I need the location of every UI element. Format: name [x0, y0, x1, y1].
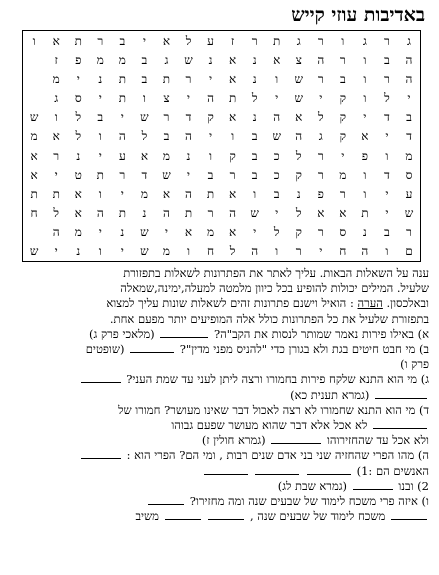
grid-letter[interactable]: ו: [54, 110, 58, 125]
question-text: 2) ובנו: [398, 478, 429, 493]
grid-letter[interactable]: מ: [162, 244, 171, 259]
grid-letter[interactable]: ח: [207, 244, 215, 259]
question-text: ד) מי הוא התנא שחמורו לא רצה לאכול דבר שאינו מעושר?: [164, 402, 429, 417]
grid-letter[interactable]: א: [140, 148, 149, 163]
grid-letter[interactable]: א: [52, 33, 60, 48]
grid-letter[interactable]: מ: [405, 148, 413, 163]
grid-letter[interactable]: ו: [363, 71, 367, 86]
grid-letter[interactable]: י: [186, 91, 191, 106]
grid-letter[interactable]: ו: [385, 244, 389, 259]
grid-letter[interactable]: ב: [141, 71, 148, 86]
grid-letter[interactable]: י: [385, 205, 389, 220]
answer-blank[interactable]: [81, 448, 121, 459]
grid-letter[interactable]: נ: [296, 186, 301, 201]
grid-row: [23, 146, 420, 165]
grid-letter[interactable]: ל: [53, 205, 60, 220]
grid-letter[interactable]: י: [54, 244, 58, 259]
grid-letter[interactable]: א: [273, 52, 281, 67]
grid-row: [23, 203, 420, 222]
grid-letter[interactable]: י: [208, 129, 213, 144]
grid-letter[interactable]: א: [74, 205, 82, 220]
grid-letter[interactable]: ג: [362, 33, 367, 48]
grid-letter[interactable]: ר: [229, 167, 236, 182]
grid-letter[interactable]: ו: [253, 186, 257, 201]
grid-letter[interactable]: א: [361, 129, 369, 144]
question-text: לא אכל אלא דבר שהוא מעושר שפעם גבוהו: [171, 418, 368, 433]
worksheet-text: [14, 266, 429, 524]
grid-letter[interactable]: פ: [75, 52, 82, 67]
grid-letter[interactable]: נ: [208, 52, 213, 67]
grid-letter[interactable]: ל: [295, 148, 302, 163]
grid-letter[interactable]: ק: [295, 225, 302, 240]
grid-letter[interactable]: מ: [140, 186, 148, 201]
grid-letter[interactable]: א: [229, 110, 237, 125]
grid-letter[interactable]: ר: [295, 244, 302, 259]
grid-letter[interactable]: י: [385, 186, 389, 201]
grid-letter[interactable]: א: [229, 52, 237, 67]
grid-letter[interactable]: ש: [29, 110, 39, 125]
grid-letter[interactable]: ר: [163, 110, 170, 125]
grid-letter[interactable]: ר: [97, 33, 104, 48]
grid-letter[interactable]: ב: [119, 33, 126, 48]
question-text: חמורו של: [118, 402, 161, 417]
grid-letter[interactable]: ד: [406, 129, 412, 144]
answer-blank[interactable]: [307, 464, 351, 475]
grid-letter[interactable]: ו: [142, 91, 146, 106]
grid-letter[interactable]: ת: [74, 33, 82, 48]
grid-letter[interactable]: ג: [318, 129, 323, 144]
grid-letter[interactable]: ב: [141, 52, 148, 67]
grid-letter[interactable]: ד: [384, 167, 390, 182]
grid-letter[interactable]: י: [120, 244, 124, 259]
instructions-line: שלעיל. המילים יכולות להופיע בכל כיוון מלמטה למעלה,ימינה,שמאלה: [120, 281, 429, 296]
grid-letter[interactable]: ה: [52, 225, 60, 240]
instructions-line: : הואיל וישנם פתרונות זהים לשאלות שונות עליך למצוא: [106, 296, 358, 311]
grid-letter[interactable]: ת: [361, 205, 369, 220]
grid-letter[interactable]: ב: [251, 148, 258, 163]
grid-letter[interactable]: ל: [75, 129, 82, 144]
grid-letter[interactable]: כ: [273, 167, 280, 182]
grid-letter[interactable]: ח: [30, 205, 38, 220]
grid-letter[interactable]: י: [407, 91, 411, 106]
grid-letter[interactable]: ז: [230, 33, 235, 48]
grid-letter[interactable]: ת: [118, 71, 127, 86]
source-ref: (גמרא שבת לג): [277, 478, 348, 493]
grid-letter[interactable]: ה: [295, 129, 303, 144]
grid-letter[interactable]: ה: [361, 244, 369, 259]
grid-letter[interactable]: ר: [251, 33, 258, 48]
grid-row: [23, 184, 420, 203]
question-text: ולא אכל עד שהחזירוהו: [326, 433, 429, 448]
grid-letter[interactable]: י: [142, 33, 146, 48]
grid-letter[interactable]: ב: [207, 167, 214, 182]
grid-letter[interactable]: צ: [295, 52, 302, 67]
grid-letter[interactable]: ר: [53, 148, 60, 163]
grid-letter[interactable]: ח: [339, 244, 347, 259]
grid-letter[interactable]: ר: [119, 167, 126, 182]
grid-letter[interactable]: פ: [361, 148, 369, 163]
grid-letter[interactable]: ת: [118, 205, 127, 220]
answer-blank[interactable]: [391, 509, 427, 520]
grid-letter[interactable]: ד: [141, 167, 148, 182]
grid-letter[interactable]: ט: [74, 167, 82, 182]
answer-blank[interactable]: [130, 342, 174, 353]
grid-letter[interactable]: א: [229, 225, 237, 240]
grid-letter[interactable]: נ: [186, 148, 191, 163]
answer-blank[interactable]: [204, 464, 248, 475]
answer-blank[interactable]: [81, 372, 121, 383]
instructions-line: ובאלכסון.: [382, 296, 429, 311]
grid-letter[interactable]: ר: [317, 225, 324, 240]
grid-row: [23, 31, 420, 50]
grid-letter[interactable]: י: [385, 129, 389, 144]
source-ref: (שופטים: [85, 342, 125, 357]
grid-row: [23, 50, 420, 69]
question-text: ב) מי חבט חיטים בגת ולא בגורן כדי "להניס מפני מדין"?: [179, 342, 429, 357]
grid-letter[interactable]: א: [339, 205, 347, 220]
page-title: באדיבות עוזי קייש: [291, 4, 425, 26]
grid-letter[interactable]: ר: [317, 33, 324, 48]
grid-letter[interactable]: ה: [185, 129, 192, 144]
grid-letter[interactable]: ל: [273, 225, 280, 240]
grid-letter[interactable]: ת: [228, 91, 237, 106]
grid-letter[interactable]: ש: [294, 71, 303, 86]
grid-letter[interactable]: ש: [404, 205, 414, 220]
grid-letter[interactable]: ו: [98, 186, 102, 201]
grid-letter[interactable]: ר: [383, 71, 390, 86]
question-text: ו) איזה פרי משכח לימוד של שבעים שנה ומה מחזירו?: [189, 494, 429, 509]
grid-letter[interactable]: נ: [98, 71, 103, 86]
question-a: [14, 327, 429, 342]
grid-letter[interactable]: ג: [164, 52, 169, 67]
grid-letter[interactable]: ש: [140, 110, 149, 125]
grid-letter[interactable]: ק: [295, 167, 302, 182]
grid-letter[interactable]: ו: [275, 244, 279, 259]
grid-letter[interactable]: ש: [294, 91, 303, 106]
grid-letter[interactable]: ל: [141, 129, 148, 144]
grid-letter[interactable]: י: [275, 205, 279, 220]
grid-letter[interactable]: ב: [339, 71, 346, 86]
grid-letter[interactable]: ה: [163, 205, 170, 220]
grid-letter[interactable]: י: [363, 110, 367, 125]
grid-letter[interactable]: ס: [74, 91, 82, 106]
grid-letter[interactable]: ה: [317, 52, 325, 67]
answer-blank[interactable]: [148, 494, 184, 505]
grid-letter[interactable]: מ: [96, 52, 104, 67]
grid-letter[interactable]: י: [120, 110, 124, 125]
grid-letter[interactable]: א: [229, 71, 237, 86]
grid-letter[interactable]: ק: [339, 91, 347, 106]
grid-letter[interactable]: ג: [54, 91, 59, 106]
grid-letter[interactable]: ו: [98, 129, 102, 144]
grid-letter[interactable]: מ: [339, 167, 347, 182]
grid-letter[interactable]: ר: [383, 33, 390, 48]
grid-letter[interactable]: ו: [363, 167, 367, 182]
grid-letter[interactable]: א: [295, 110, 303, 125]
question-text: האנשים הם :1): [356, 463, 429, 478]
grid-letter[interactable]: ג: [296, 33, 301, 48]
grid-letter[interactable]: ו: [341, 33, 345, 48]
grid-letter[interactable]: ס: [339, 225, 347, 240]
source-ref: פרק ו): [400, 357, 429, 372]
grid-letter[interactable]: ה: [229, 205, 237, 220]
grid-letter[interactable]: ר: [185, 71, 192, 86]
grid-letter[interactable]: מ: [30, 129, 38, 144]
grid-letter[interactable]: ש: [140, 225, 149, 240]
grid-letter[interactable]: ל: [384, 91, 390, 106]
grid-letter[interactable]: י: [275, 91, 279, 106]
grid-letter[interactable]: ה: [405, 71, 413, 86]
grid-letter[interactable]: ב: [384, 225, 390, 240]
grid-letter[interactable]: א: [30, 167, 38, 182]
grid-row: [23, 69, 420, 88]
answer-blank[interactable]: [165, 509, 201, 520]
grid-letter[interactable]: ל: [185, 33, 192, 48]
grid-letter[interactable]: ק: [229, 148, 236, 163]
question-text: ה) מהו הפרי שהחזיה שני בני אדם שנים רבות , ומי הם?: [179, 448, 429, 463]
answer-blank[interactable]: [160, 327, 208, 338]
grid-letter[interactable]: ו: [209, 148, 213, 163]
grid-letter[interactable]: נ: [252, 110, 257, 125]
grid-letter[interactable]: ה: [405, 52, 413, 67]
grid-letter[interactable]: ו: [363, 186, 367, 201]
grid-letter[interactable]: י: [341, 148, 345, 163]
grid-letter[interactable]: ה: [251, 244, 259, 259]
grid-letter[interactable]: ב: [384, 52, 390, 67]
grid-letter[interactable]: ת: [162, 71, 171, 86]
answer-blank[interactable]: [375, 388, 427, 399]
grid-letter[interactable]: ש: [162, 167, 171, 182]
grid-letter[interactable]: ו: [363, 91, 367, 106]
grid-letter[interactable]: ש: [250, 205, 259, 220]
grid-letter[interactable]: ת: [184, 205, 193, 220]
question-d: [14, 403, 429, 449]
grid-letter[interactable]: ה: [185, 186, 192, 201]
grid-letter[interactable]: ב: [406, 110, 412, 125]
grid-letter[interactable]: ק: [339, 110, 347, 125]
question-e: [14, 448, 429, 494]
grid-letter[interactable]: י: [319, 91, 323, 106]
grid-letter[interactable]: נ: [252, 52, 257, 67]
answer-blank[interactable]: [373, 418, 427, 429]
grid-letter[interactable]: ב: [251, 129, 258, 144]
answer-blank[interactable]: [255, 464, 299, 475]
grid-letter[interactable]: י: [208, 71, 213, 86]
grid-letter[interactable]: ר: [339, 186, 346, 201]
grid-letter[interactable]: א: [317, 205, 325, 220]
word-search-grid: [22, 30, 421, 262]
grid-letter[interactable]: ת: [96, 167, 104, 182]
grid-letter[interactable]: מ: [52, 71, 60, 86]
grid-letter[interactable]: י: [164, 225, 169, 240]
grid-letter[interactable]: ת: [206, 186, 215, 201]
answer-blank[interactable]: [353, 479, 393, 490]
source-ref: (מלאכי פרק ג): [89, 326, 155, 341]
question-text: א) באילו פירות נאמר שמותר לנסות את הקב"ה?: [214, 326, 429, 341]
grid-letter[interactable]: ו: [231, 129, 235, 144]
grid-letter[interactable]: ר: [317, 71, 324, 86]
grid-letter[interactable]: ש: [140, 244, 149, 259]
grid-letter[interactable]: ה: [118, 129, 126, 144]
grid-letter[interactable]: כ: [273, 148, 280, 163]
grid-letter[interactable]: ב: [97, 110, 104, 125]
grid-letter[interactable]: ר: [406, 225, 412, 240]
grid-letter[interactable]: י: [186, 167, 191, 182]
grid-letter[interactable]: ר: [207, 205, 214, 220]
grid-letter[interactable]: ה: [96, 205, 104, 220]
grid-letter[interactable]: מ: [162, 148, 171, 163]
grid-letter[interactable]: ל: [229, 244, 236, 259]
grid-letter[interactable]: מ: [74, 225, 82, 240]
grid-letter[interactable]: ו: [32, 33, 36, 48]
grid-letter[interactable]: א: [184, 225, 193, 240]
answer-blank[interactable]: [271, 433, 321, 444]
grid-letter[interactable]: ל: [317, 110, 324, 125]
grid-letter[interactable]: נ: [252, 71, 257, 86]
question-f: [14, 494, 429, 524]
grid-letter[interactable]: א: [74, 186, 82, 201]
grid-letter[interactable]: נ: [362, 225, 367, 240]
grid-letter[interactable]: ק: [339, 129, 347, 144]
grid-letter[interactable]: ג: [406, 33, 411, 48]
grid-row: [23, 127, 420, 146]
grid-letter[interactable]: נ: [142, 205, 147, 220]
grid-letter[interactable]: ת: [52, 186, 60, 201]
question-b: [14, 342, 429, 372]
grid-letter[interactable]: ע: [207, 33, 214, 48]
grid-letter[interactable]: ת: [30, 186, 38, 201]
grid-letter[interactable]: י: [98, 91, 102, 106]
grid-letter[interactable]: ר: [317, 167, 324, 182]
grid-letter[interactable]: ש: [184, 52, 193, 67]
grid-letter[interactable]: מ: [118, 52, 126, 67]
grid-letter[interactable]: נ: [76, 244, 81, 259]
grid-letter[interactable]: ב: [273, 186, 280, 201]
grid-letter[interactable]: א: [162, 33, 171, 48]
grid-letter[interactable]: פ: [317, 186, 324, 201]
grid-row: [23, 242, 420, 261]
grid-letter[interactable]: צ: [163, 91, 170, 106]
grid-letter[interactable]: י: [76, 71, 80, 86]
grid-letter[interactable]: ו: [186, 244, 191, 259]
grid-letter[interactable]: מ: [206, 225, 215, 240]
grid-letter[interactable]: א: [229, 186, 237, 201]
grid-letter[interactable]: א: [52, 129, 60, 144]
grid-letter[interactable]: נ: [120, 225, 125, 240]
grid-letter[interactable]: א: [30, 148, 38, 163]
grid-letter[interactable]: ר: [317, 148, 324, 163]
grid-letter[interactable]: ו: [98, 244, 102, 259]
grid-letter[interactable]: י: [319, 244, 323, 259]
source-ref: (גמרא חולין ז): [201, 433, 266, 448]
grid-letter[interactable]: ה: [273, 110, 281, 125]
grid-letter[interactable]: ל: [295, 205, 302, 220]
grid-row: [23, 88, 420, 107]
grid-letter[interactable]: ת: [118, 91, 127, 106]
grid-letter[interactable]: א: [162, 186, 171, 201]
grid-letter[interactable]: ר: [339, 52, 346, 67]
grid-letter[interactable]: ע: [118, 148, 126, 163]
grid-row: [23, 108, 420, 127]
grid-letter[interactable]: ת: [273, 33, 281, 48]
grid-letter[interactable]: י: [98, 225, 102, 240]
grid-letter[interactable]: נ: [76, 148, 81, 163]
grid-letter[interactable]: ד: [185, 110, 192, 125]
instructions-line: בתפזורת שלעיל את כל הפתרונות כולל אלה המופיעים יותר מפעם אחת.: [109, 311, 429, 326]
question-text: משכח לימוד של שבעים שנה ,: [249, 509, 386, 524]
question-c: [14, 372, 429, 402]
question-text: הפרי הוא :: [126, 448, 176, 463]
grid-letter[interactable]: ב: [163, 129, 170, 144]
grid-letter[interactable]: ס: [405, 167, 413, 182]
grid-letter[interactable]: ם: [405, 244, 413, 259]
grid-letter[interactable]: ל: [75, 110, 82, 125]
note-label: הערה: [357, 296, 383, 311]
instructions-line: ענה על השאלות הבאות. עליך לאתר את הפתרונות לשאלות בתפזורת: [123, 266, 429, 280]
grid-letter[interactable]: י: [54, 167, 58, 182]
grid-letter[interactable]: ו: [385, 148, 389, 163]
grid-letter[interactable]: ש: [272, 129, 281, 144]
grid-letter[interactable]: ע: [405, 186, 413, 201]
grid-letter[interactable]: ו: [363, 52, 367, 67]
grid-letter[interactable]: ד: [384, 110, 390, 125]
grid-row: [23, 165, 420, 184]
grid-letter[interactable]: ז: [54, 52, 58, 67]
word-search-table: [23, 31, 420, 261]
answer-blank[interactable]: [208, 509, 244, 520]
grid-letter[interactable]: ב: [251, 167, 258, 182]
grid-row: [23, 223, 420, 242]
grid-letter[interactable]: י: [120, 186, 124, 201]
grid-letter[interactable]: י: [98, 148, 102, 163]
question-text: ג) מי הוא התנא שלקח פירות בחמורו ורצה ליתן לעני עד שמת העני?: [126, 372, 429, 387]
source-ref: (גמרא תענית כא): [290, 387, 370, 402]
grid-letter[interactable]: ו: [275, 71, 279, 86]
instructions: [14, 266, 429, 327]
grid-letter[interactable]: ל: [251, 91, 258, 106]
grid-letter[interactable]: ק: [207, 110, 214, 125]
grid-letter[interactable]: ש: [29, 244, 39, 259]
grid-letter[interactable]: י: [253, 225, 257, 240]
grid-letter[interactable]: ה: [207, 91, 214, 106]
question-text: משיב: [135, 509, 159, 524]
